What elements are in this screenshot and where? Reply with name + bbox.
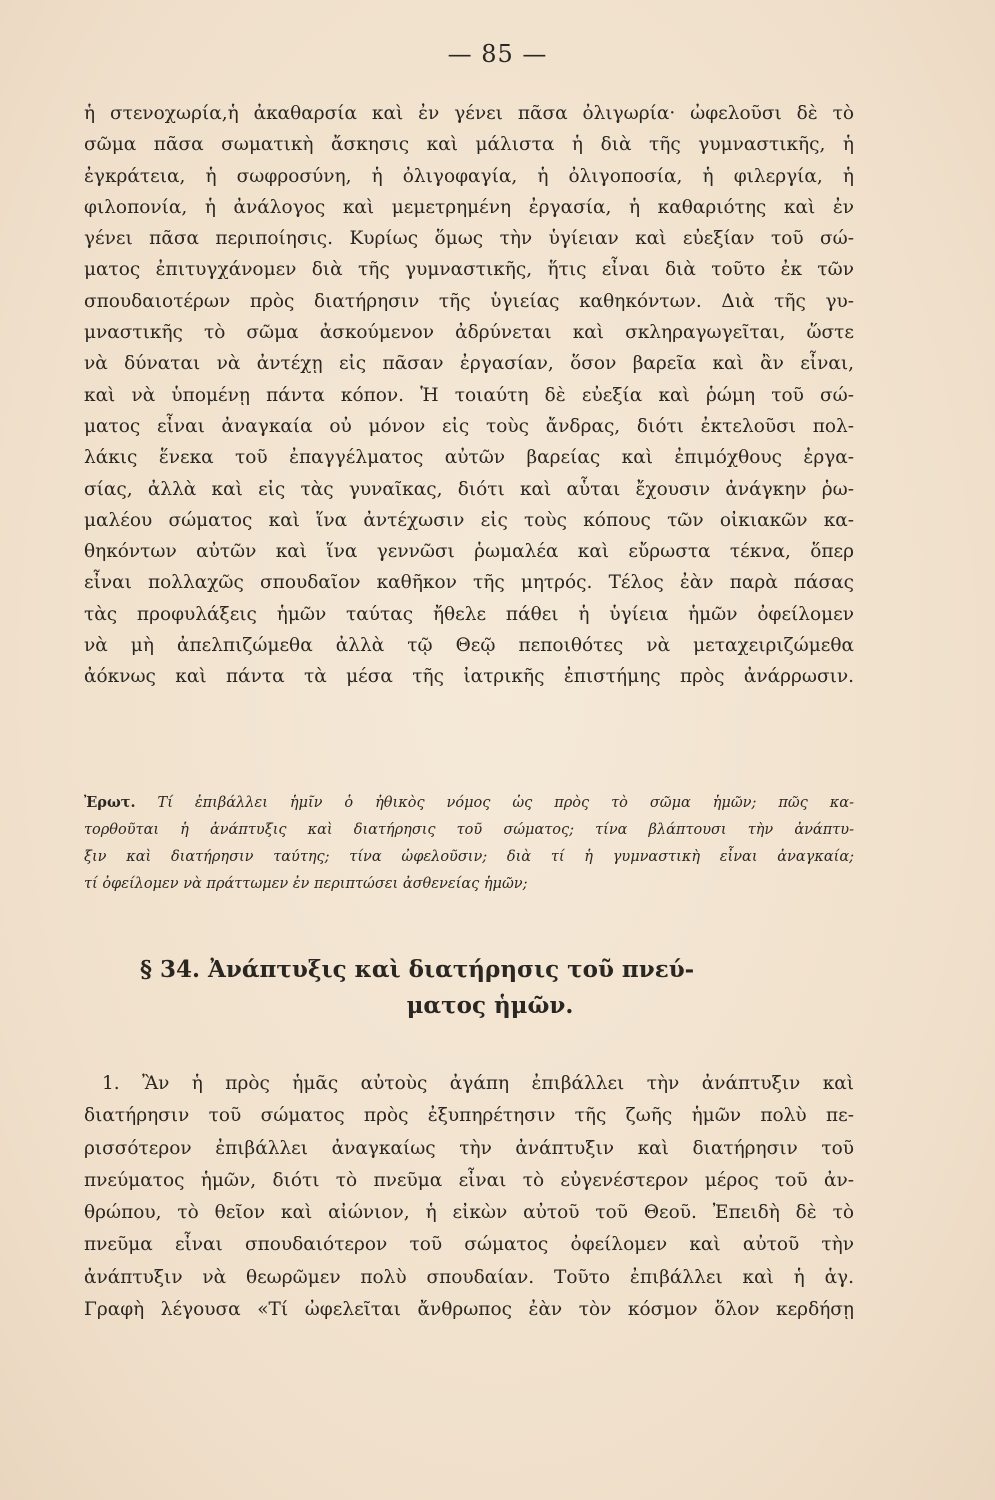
- text-line: γένει πᾶσα περιποίησις. Κυρίως ὅμως τὴν ὑγίειαν καὶ εὐεξίαν τοῦ σώ-: [84, 228, 854, 250]
- text-line: μναστικῆς τὸ σῶμα ἀσκούμενον ἀδρύνεται καὶ σκληραγωγεῖται, ὥστε: [84, 322, 854, 344]
- questions-label: Ἐρωτ.: [84, 794, 136, 811]
- text-line: πνεῦμα εἶναι σπουδαιότερον τοῦ σώματος ὀφείλομεν καὶ αὐτοῦ τὴν: [84, 1234, 854, 1256]
- text-line: Γραφὴ λέγουσα «Τί ὠφελεῖται ἄνθρωπος ἐὰν τὸν κόσμον ὅλον κερδήσῃ: [84, 1299, 854, 1321]
- text-line: σῶμα πᾶσα σωματικὴ ἄσκησις καὶ μάλιστα ἡ διὰ τῆς γυμναστικῆς, ἡ: [84, 134, 854, 156]
- text-line: πνεύματος ἡμῶν, διότι τὸ πνεῦμα εἶναι τὸ εὐγενέστερον μέρος τοῦ ἀν-: [84, 1169, 854, 1191]
- section-paragraph: [84, 1068, 854, 1326]
- text-line: θρώπου, τὸ θεῖον καὶ αἰώνιον, ἡ εἰκὼν αὐτοῦ τοῦ Θεοῦ. Ἐπειδὴ δὲ τὸ: [84, 1202, 854, 1224]
- question-line: ξιν καὶ διατήρησιν ταύτης; τίνα ὠφελοῦσιν; διὰ τί ἡ γυμναστικὴ εἶναι ἀναγκαία;: [84, 849, 854, 865]
- page-number: — 85 —: [447, 40, 548, 68]
- text-line: θηκόντων αὐτῶν καὶ ἵνα γεννῶσι ῥωμαλέα καὶ εὔρωστα τέκνα, ὅπερ: [84, 541, 854, 563]
- question-line: [84, 789, 854, 817]
- text-line: λάκις ἕνεκα τοῦ ἐπαγγέλματος αὐτῶν βαρείας καὶ ἐπιμόχθους ἐργα-: [84, 447, 854, 469]
- text-line: 1. Ἂν ἡ πρὸς ἡμᾶς αὐτοὺς ἀγάπη ἐπιβάλλει τὴν ἀνάπτυξιν καὶ: [102, 1073, 854, 1094]
- review-questions: [84, 789, 854, 898]
- heading-line: ματος ἡμῶν.: [406, 992, 574, 1019]
- text-line: φιλοπονία, ἡ ἀνάλογος καὶ μεμετρημένη ἐργασία, ἡ καθαριότης καὶ ἐν: [84, 196, 854, 218]
- body-paragraph: [84, 98, 854, 693]
- text-line: ἡ στενοχωρία,ἡ ἀκαθαρσία καὶ ἐν γένει πᾶσα ὀλιγωρία· ὠφελοῦσι δὲ τὸ: [84, 103, 854, 124]
- question-text: Τί ἐπιβάλλει ἡμῖν ὁ ἠθικὸς νόμος ὡς πρὸς τὸ σῶμα ἡμῶν; πῶς κα-: [157, 795, 854, 811]
- text-line: σπουδαιοτέρων πρὸς διατήρησιν τῆς ὑγιείας καθηκόντων. Διὰ τῆς γυ-: [84, 290, 854, 312]
- text-line: μαλέου σώματος καὶ ἵνα ἀντέχωσιν εἰς τοὺς κόπους τῶν οἰκιακῶν κα-: [84, 509, 854, 531]
- text-line: ἀόκνως καὶ πάντα τὰ μέσα τῆς ἰατρικῆς ἐπιστήμης πρὸς ἀνάρρωσιν.: [84, 666, 854, 688]
- text-line: διατήρησιν τοῦ σώματος πρὸς ἐξυπηρέτησιν τῆς ζωῆς ἡμῶν πολὺ πε-: [84, 1105, 854, 1127]
- text-line: τὰς προφυλάξεις ἡμῶν ταύτας ἤθελε πάθει ἡ ὑγίεια ἡμῶν ὀφείλομεν: [84, 603, 854, 625]
- text-line: ἀνάπτυξιν νὰ θεωρῶμεν πολὺ σπουδαίαν. Τοῦτο ἐπιβάλλει καὶ ἡ ἁγ.: [84, 1266, 854, 1288]
- question-line: τορθοῦται ἡ ἀνάπτυξις καὶ διατήρησις τοῦ σώματος; τίνα βλάπτουσι τὴν ἀνάπτυ-: [84, 822, 854, 838]
- text-line: καὶ νὰ ὑπομένῃ πάντα κόπον. Ἡ τοιαύτη δὲ εὐεξία καὶ ῥώμη τοῦ σώ-: [84, 384, 854, 406]
- text-line: ματος εἶναι ἀναγκαία οὐ μόνον εἰς τοὺς ἄνδρας, διότι ἐκτελοῦσι πολ-: [84, 415, 854, 437]
- section-heading: [130, 952, 850, 1024]
- text-line: ἐγκράτεια, ἡ σωφροσύνη, ἡ ὀλιγοφαγία, ἡ ὀλιγοποσία, ἡ φιλεργία, ἡ: [84, 165, 854, 187]
- text-line: ματος ἐπιτυγχάνομεν διὰ τῆς γυμναστικῆς, ἥτις εἶναι διὰ τοῦτο ἐκ τῶν: [84, 259, 854, 281]
- text-line: νὰ δύναται νὰ ἀντέχῃ εἰς πᾶσαν ἐργασίαν, ὅσον βαρεῖα καὶ ἂν εἶναι,: [84, 353, 854, 375]
- question-line: τί ὀφείλομεν νὰ πράττωμεν ἐν περιπτώσει ἀσθενείας ἡμῶν;: [84, 876, 528, 892]
- text-line: νὰ μὴ ἀπελπιζώμεθα ἀλλὰ τῷ Θεῷ πεποιθότες νὰ μεταχειριζώμεθα: [84, 635, 854, 657]
- text-line: σίας, ἀλλὰ καὶ εἰς τὰς γυναῖκας, διότι καὶ αὗται ἔχουσιν ἀνάγκην ῥω-: [84, 478, 854, 500]
- text-line: ρισσότερον ἐπιβάλλει ἀναγκαίως τὴν ἀνάπτυξιν καὶ διατήρησιν τοῦ: [84, 1137, 854, 1159]
- text-line: εἶναι πολλαχῶς σπουδαῖον καθῆκον τῆς μητρός. Τέλος ἐὰν παρὰ πάσας: [84, 572, 854, 594]
- heading-line: § 34. Ἀνάπτυξις καὶ διατήρησις τοῦ πνεύ-: [140, 956, 695, 983]
